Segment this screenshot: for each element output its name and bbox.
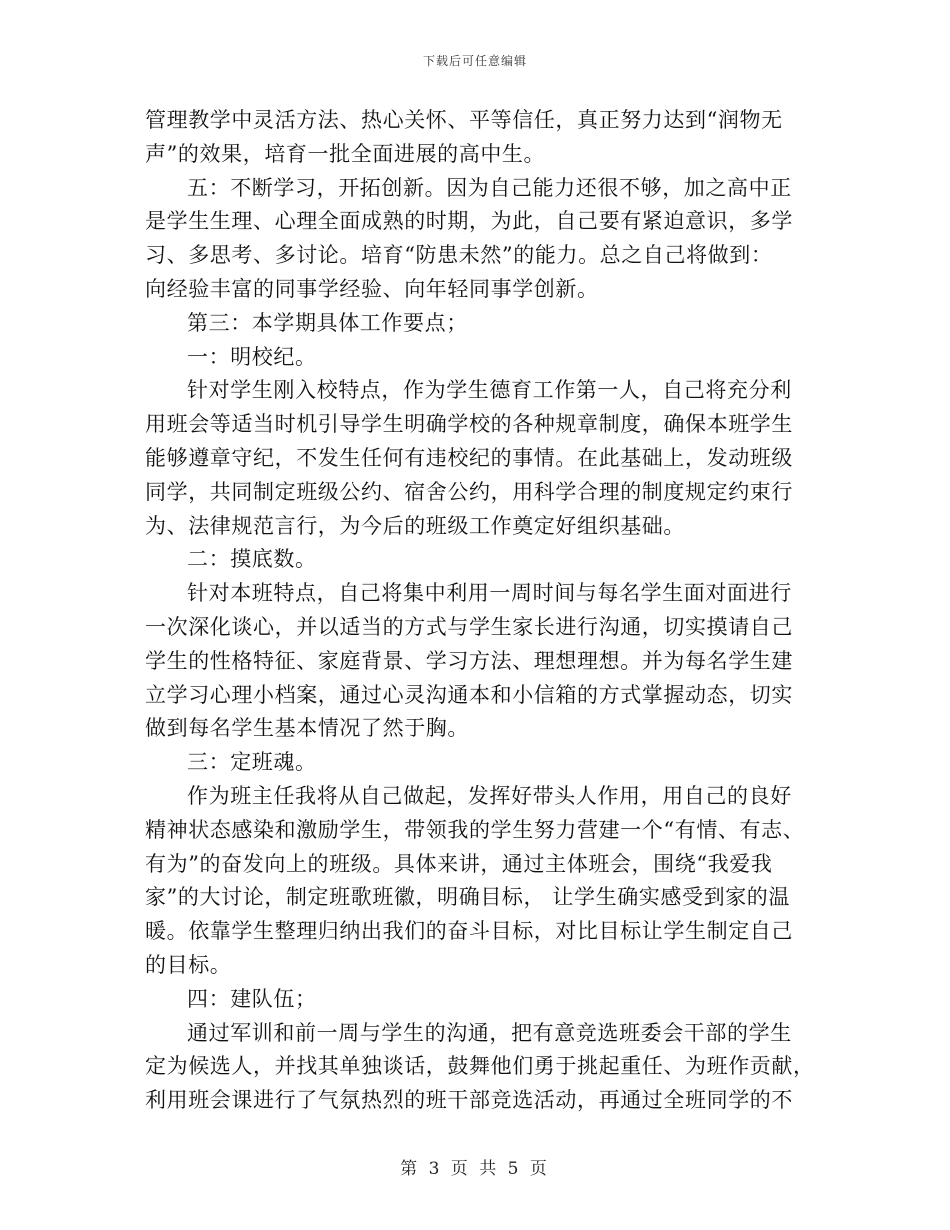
text-line: 为、法律规范言行，为今后的班级工作奠定好组织基础。: [145, 513, 685, 538]
text-line: 作为班主任我将从自己做起，发挥好带头人作用，用自己的良好: [187, 783, 792, 808]
text-line: 做到每名学生基本情况了然于胸。: [145, 716, 469, 741]
text-line: 有为”的奋发向上的班级。具体来讲，通过主体班会，围绕“我爱我: [145, 851, 773, 876]
subsection-heading: 四：建队伍；: [187, 986, 317, 1011]
subsection-heading: 一：明校纪。: [187, 344, 317, 369]
text-line: 管理教学中灵活方法、热心关怀、平等信任，真正努力达到“润物无: [145, 108, 783, 132]
text-line: 一次深化谈心，并以适当的方式与学生家长进行沟通，切实摸请自己: [145, 614, 793, 639]
document-body: [145, 104, 815, 1118]
text-line: 定为候选人，并找其单独谈话，鼓舞他们勇于挑起重任、为班作贡献，: [145, 1054, 815, 1079]
section-heading: 第三：本学期具体工作要点；: [187, 310, 468, 335]
text-line: 向经验丰富的同事学经验、向年轻同事学创新。: [145, 276, 599, 301]
text-line: 针对本班特点，自己将集中利用一周时间与每名学生面对面进行: [187, 581, 792, 606]
text-line: 利用班会课进行了气氛热烈的班干部竞选活动，再通过全班同学的不: [145, 1088, 793, 1113]
text-line: 用班会等适当时机引导学生明确学校的各种规章制度，确保本班学生: [145, 412, 793, 437]
text-line: 同学，共同制定班级公约、宿舍公约，用科学合理的制度规定约束行: [145, 479, 793, 504]
page-number: 第 3 页 共 5 页: [400, 1159, 550, 1179]
text-line: 习、多思考、多讨论。培育“防患未然”的能力。总之自己将做到：: [145, 243, 773, 268]
text-line: 家”的大讨论，制定班歌班徽，明确目标， 让学生确实感受到家的温: [145, 885, 791, 910]
text-line: 学生的性格特征、家庭背景、学习方法、理想理想。并为每名学生建: [145, 648, 793, 673]
subsection-heading: 三：定班魂。: [187, 750, 317, 775]
text-line: 是学生生理、心理全面成熟的时期，为此，自己要有紧迫意识，多学: [145, 209, 793, 234]
subsection-heading: 二：摸底数。: [187, 547, 317, 572]
text-line: 暖。依靠学生整理归纳出我们的奋斗目标，对比目标让学生制定自己: [145, 919, 793, 944]
text-line: 能够遵章守纪，不发生任何有违校纪的事情。在此基础上，发动班级: [145, 445, 793, 470]
paragraph-heading: 五：不断学习，开拓创新。因为自己能力还很不够，加之高中正: [187, 175, 792, 200]
text-line: 针对学生刚入校特点，作为学生德育工作第一人，自己将充分利: [187, 378, 792, 403]
page-header-note: 下载后可任意编辑: [422, 54, 527, 68]
text-line: 立学习心理小档案，通过心灵沟通本和小信箱的方式掌握动态，切实: [145, 682, 793, 707]
text-line: 精神状态感染和激励学生，带领我的学生努力营建一个“有情、有志、: [145, 817, 805, 842]
text-line: 的目标。: [145, 952, 232, 977]
text-line: 通过军训和前一周与学生的沟通，把有意竞选班委会干部的学生: [187, 1020, 792, 1045]
text-line: 声”的效果，培育一批全面进展的高中生。: [145, 141, 546, 166]
